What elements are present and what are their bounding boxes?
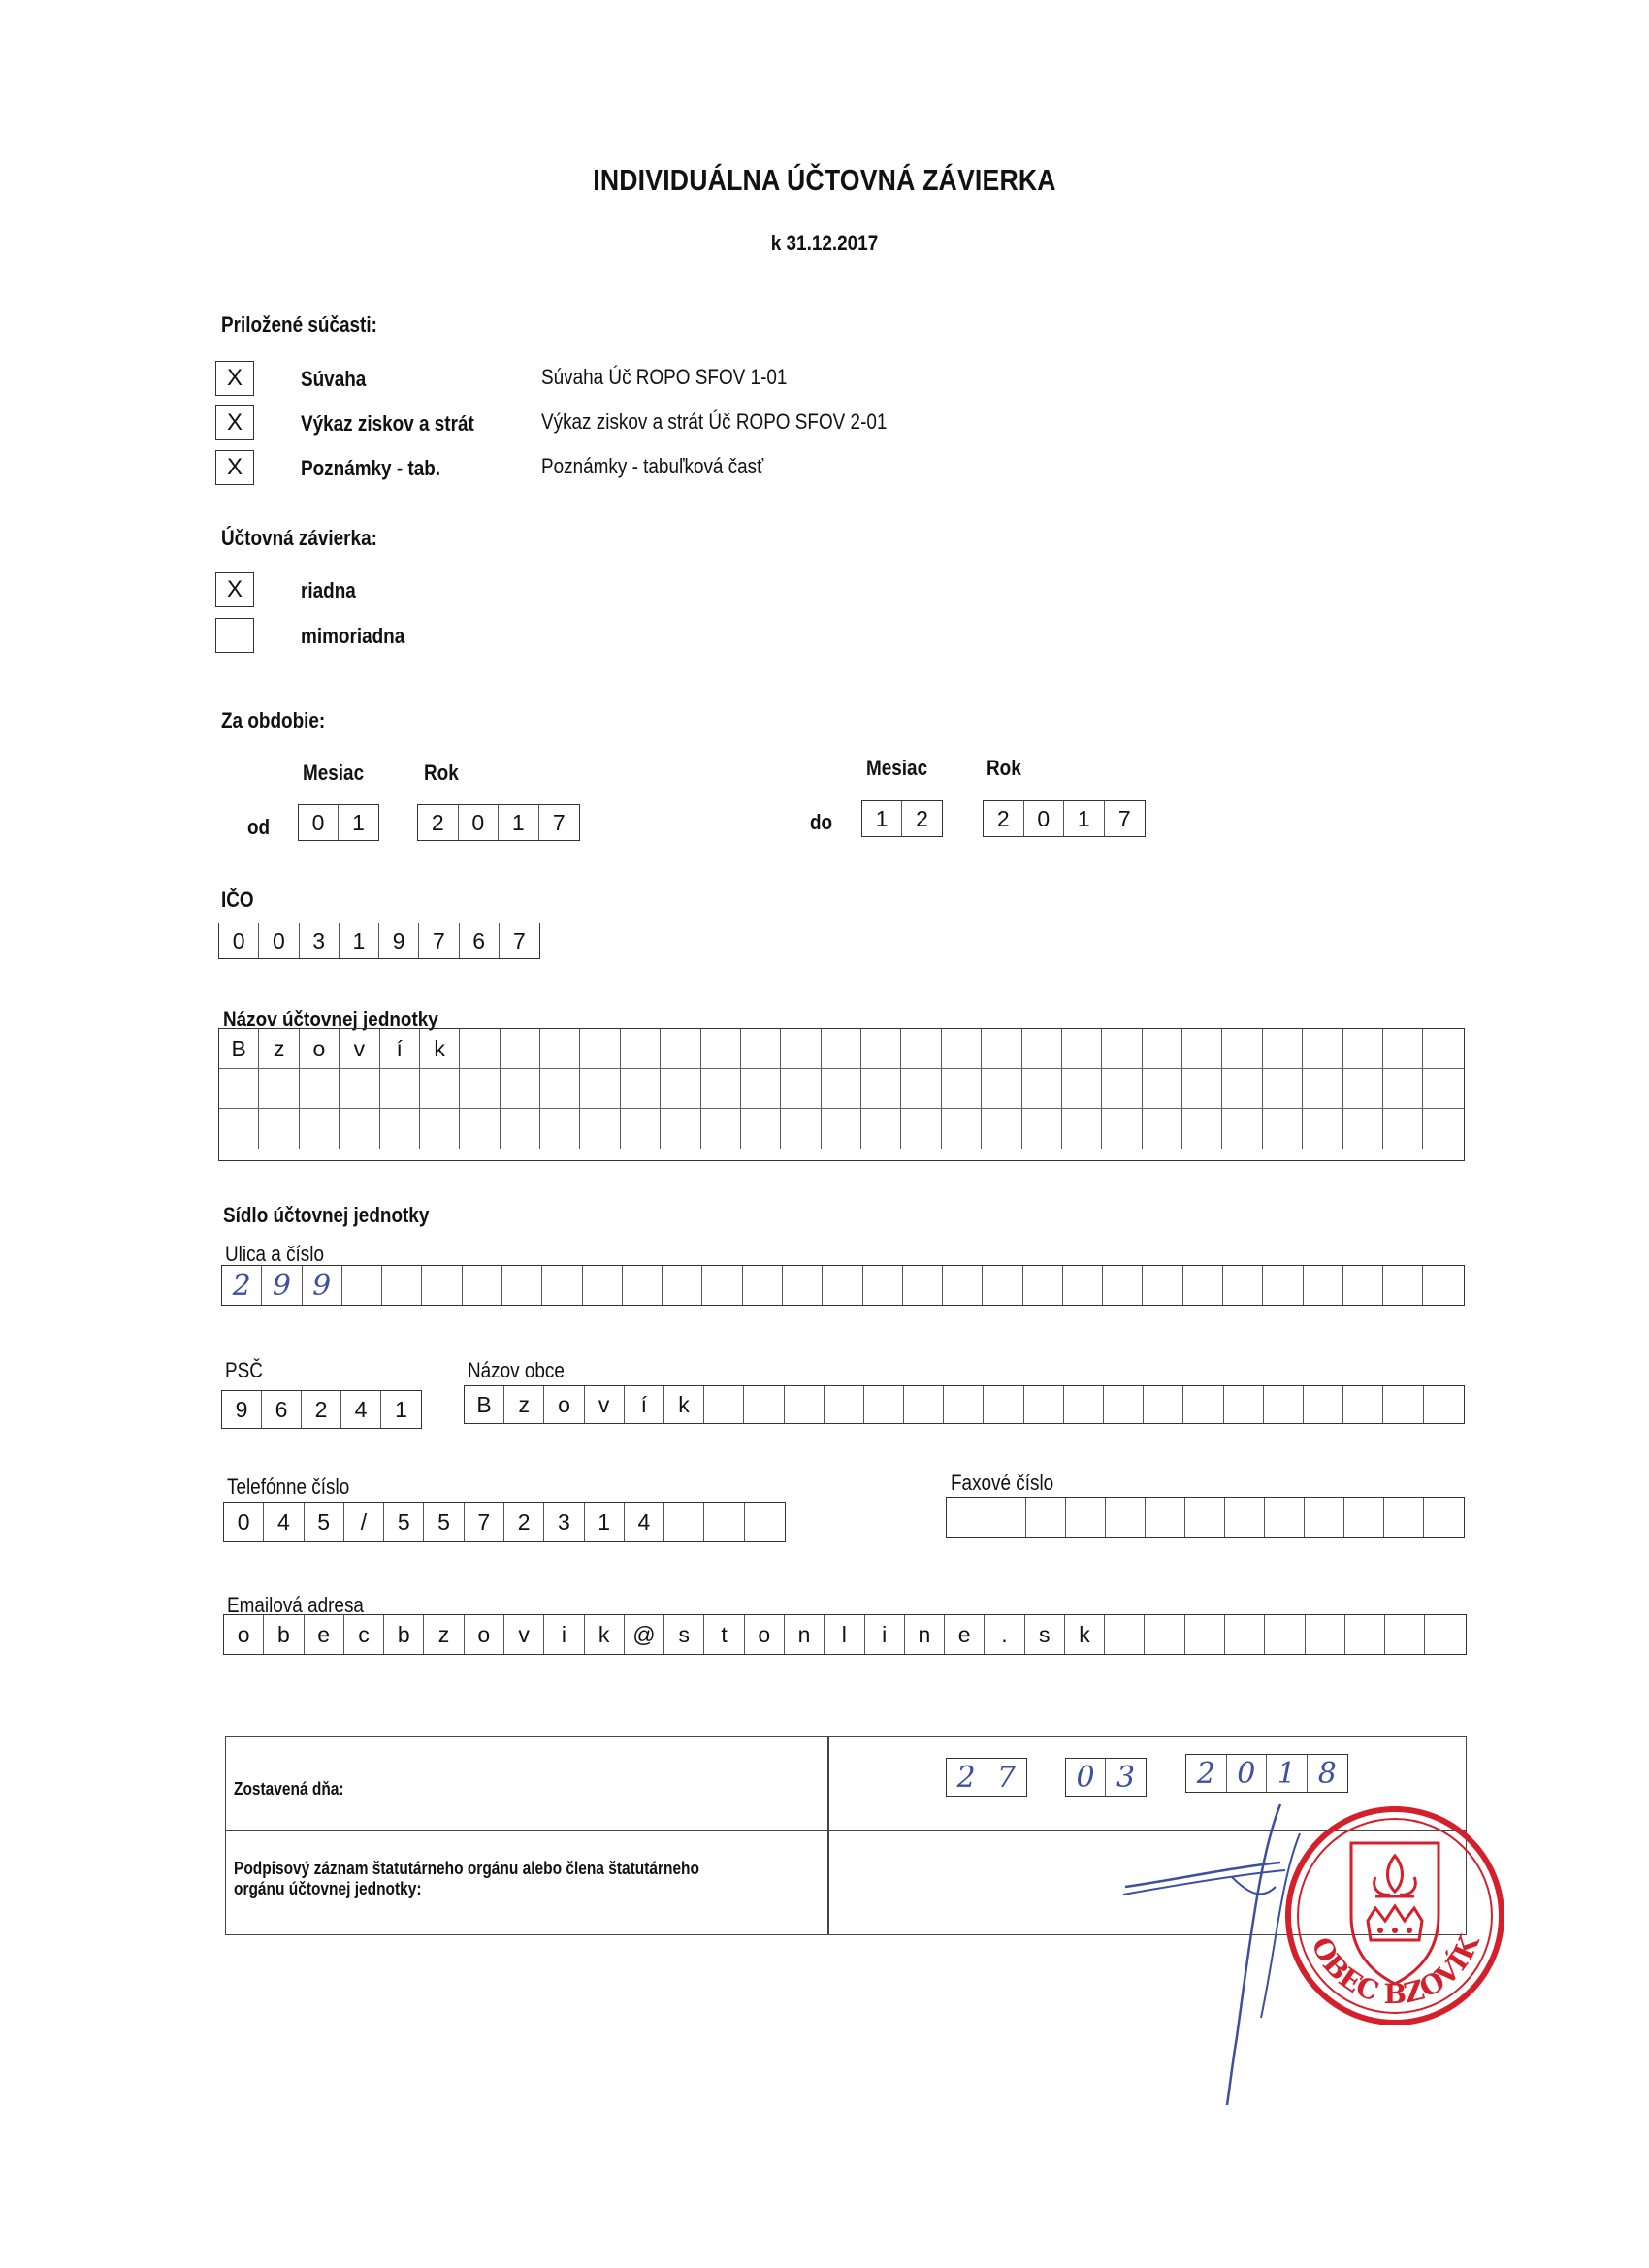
to-month-cell: 2 (916, 805, 928, 831)
entity-name-cell (1062, 1069, 1102, 1108)
seat-heading: Sídlo účtovnej jednotky (223, 1203, 430, 1227)
psc-cell: 4 (341, 1391, 381, 1428)
ico-cell: 0 (259, 923, 299, 958)
fax-cell (1225, 1498, 1265, 1537)
period-heading: Za obdobie: (221, 708, 326, 732)
entity-name-cell (460, 1029, 500, 1068)
entity-name-cell (1222, 1109, 1262, 1149)
town-cell (944, 1386, 984, 1423)
checkbox-label-attachments-2: Poznámky - tab. (301, 456, 441, 480)
phone-cell (664, 1503, 704, 1541)
entity-name-cell (982, 1029, 1021, 1068)
from-label: od (247, 815, 271, 839)
stamp-text: OBEC BZOVÍK (1305, 1929, 1486, 2011)
ico-cell: 3 (300, 923, 340, 958)
attachments-heading: Priložené súčasti: (221, 312, 377, 337)
from-year-cell: 1 (499, 805, 539, 840)
entity-name-cell: z (259, 1029, 299, 1068)
entity-name-cell (460, 1069, 500, 1108)
to-month-cell: 1 (862, 801, 902, 836)
email-cell: b (264, 1615, 304, 1654)
street-cell: 9 (303, 1266, 342, 1305)
town-cell (1304, 1386, 1343, 1423)
entity-name-cell (340, 1109, 379, 1149)
phone-cell: 3 (544, 1503, 584, 1541)
entity-name-cell: B (219, 1029, 259, 1068)
signature-label: Podpisový záznam štatutárneho orgánu alebo člena štatutárneho orgánu účtovnej jednotky: (234, 1859, 699, 1898)
entity-name-cell (1423, 1029, 1463, 1068)
street-field[interactable] (221, 1265, 1465, 1306)
town-cell: í (625, 1386, 664, 1423)
entity-name-cell (741, 1109, 781, 1149)
entity-name-cell (300, 1069, 340, 1108)
town-cell (1183, 1386, 1223, 1423)
checkbox-closing-1[interactable] (215, 618, 254, 653)
email-cell: i (865, 1615, 905, 1654)
email-cell (1105, 1615, 1145, 1654)
entity-name-cell: í (380, 1029, 420, 1068)
ico-cell: 0 (219, 923, 259, 958)
entity-name-cell (1182, 1029, 1222, 1068)
entity-name-cell: o (300, 1029, 340, 1068)
date-day-cell: 7 (996, 1760, 1017, 1795)
street-cell (1263, 1266, 1303, 1305)
entity-name-cell (420, 1069, 460, 1108)
compiled-day-field[interactable] (946, 1758, 1027, 1797)
entity-name-cell (901, 1029, 941, 1068)
entity-name-cell (1303, 1029, 1342, 1068)
to-month-label: Mesiac (866, 756, 928, 780)
town-cell (704, 1386, 744, 1423)
entity-name-cell (661, 1109, 700, 1149)
entity-name-row (219, 1109, 1464, 1149)
email-cell (1185, 1615, 1225, 1654)
street-cell (1103, 1266, 1143, 1305)
entity-name-cell (942, 1069, 982, 1108)
street-cell: 9 (262, 1266, 302, 1305)
checkbox-attachments-0[interactable]: X (215, 361, 254, 396)
street-cell (983, 1266, 1022, 1305)
fax-cell (1384, 1498, 1424, 1537)
town-label: Názov obce (468, 1358, 565, 1382)
entity-name-cell (501, 1069, 540, 1108)
date-year-cell: 0 (1227, 1755, 1268, 1792)
entity-name-cell (661, 1069, 700, 1108)
entity-name-cell (1383, 1069, 1423, 1108)
street-cell (663, 1266, 702, 1305)
psc-cell: 1 (395, 1396, 407, 1422)
entity-name-cell (1022, 1029, 1062, 1068)
compiled-month-field[interactable] (1065, 1758, 1147, 1797)
town-cell (1144, 1386, 1183, 1423)
official-stamp (1278, 1799, 1511, 2032)
street-cell (542, 1266, 582, 1305)
phone-cell: / (344, 1503, 384, 1541)
entity-name-cell (580, 1109, 620, 1149)
entity-name-cell (1102, 1029, 1142, 1068)
email-cell (1145, 1615, 1184, 1654)
fax-cell (1146, 1498, 1185, 1537)
fax-label: Faxové číslo (951, 1471, 1054, 1495)
ico-field[interactable] (218, 923, 540, 959)
street-cell (583, 1266, 623, 1305)
entity-name-cell (460, 1109, 500, 1149)
street-cell (502, 1266, 542, 1305)
entity-name-cell (1022, 1109, 1062, 1149)
street-cell (422, 1266, 462, 1305)
entity-name-cell (340, 1069, 379, 1108)
entity-name-cell (540, 1109, 580, 1149)
ico-cell: 7 (512, 927, 526, 954)
from-month-cell: 1 (352, 809, 365, 835)
entity-name-cell (1182, 1069, 1222, 1108)
entity-name-cell (1303, 1109, 1342, 1149)
to-month-field[interactable] (861, 800, 943, 837)
from-year-cell: 0 (459, 805, 500, 840)
town-cell (1424, 1386, 1464, 1423)
entity-name-field[interactable] (218, 1028, 1465, 1161)
street-cell (1304, 1266, 1343, 1305)
entity-name-cell (1383, 1109, 1423, 1149)
closing-type-heading: Účtovná závierka: (221, 526, 377, 550)
fax-cell (1265, 1498, 1305, 1537)
town-cell (1264, 1386, 1304, 1423)
entity-name-row (219, 1069, 1464, 1109)
email-cell: n (785, 1615, 824, 1654)
entity-name-cell (901, 1069, 941, 1108)
fax-cell (1424, 1498, 1464, 1537)
entity-name-cell (901, 1109, 941, 1149)
fax-field[interactable] (946, 1497, 1465, 1538)
email-cell: @ (625, 1615, 664, 1654)
to-year-label: Rok (986, 756, 1021, 780)
street-cell (1143, 1266, 1182, 1305)
fax-cell (986, 1498, 1026, 1537)
phone-cell: 4 (625, 1503, 664, 1541)
entity-name-cell (219, 1109, 259, 1149)
entity-name-cell (781, 1069, 821, 1108)
town-cell (785, 1386, 824, 1423)
street-cell (1343, 1266, 1383, 1305)
table-divider-vertical (827, 1737, 829, 1934)
psc-field[interactable] (221, 1390, 422, 1429)
entity-name-cell: k (420, 1029, 460, 1068)
document-date: k 31.12.2017 (770, 231, 879, 255)
street-cell (863, 1266, 903, 1305)
street-cell (702, 1266, 742, 1305)
phone-cell: 5 (305, 1503, 344, 1541)
street-cell (382, 1266, 422, 1305)
to-year-cell: 7 (1117, 805, 1131, 831)
email-cell (1425, 1615, 1465, 1654)
phone-label: Telefónne číslo (227, 1474, 350, 1499)
entity-name-cell (1343, 1029, 1383, 1068)
street-cell (1223, 1266, 1263, 1305)
email-cell: i (544, 1615, 584, 1654)
entity-name-cell (1343, 1109, 1383, 1149)
entity-name-cell (1222, 1029, 1262, 1068)
email-cell (1385, 1615, 1425, 1654)
checkbox-label-closing-1: mimoriadna (301, 624, 405, 648)
street-cell (623, 1266, 663, 1305)
street-cell (823, 1266, 862, 1305)
from-year-field[interactable] (417, 804, 580, 841)
email-field[interactable] (223, 1614, 1467, 1655)
entity-name-cell: v (340, 1029, 379, 1068)
entity-name-cell (1303, 1069, 1342, 1108)
compiled-year-field[interactable] (1185, 1754, 1348, 1793)
street-label: Ulica a číslo (225, 1242, 324, 1266)
email-cell (1265, 1615, 1305, 1654)
phone-field[interactable] (223, 1502, 786, 1542)
phone-cell (704, 1503, 744, 1541)
town-cell (1383, 1386, 1423, 1423)
street-cell (1423, 1266, 1463, 1305)
entity-name-cell (300, 1109, 340, 1149)
entity-name-cell (540, 1029, 580, 1068)
entity-name-cell (219, 1069, 259, 1108)
email-cell: s (664, 1615, 704, 1654)
date-month-cell: 3 (1116, 1760, 1136, 1795)
email-cell: e (945, 1615, 985, 1654)
entity-name-cell (621, 1069, 661, 1108)
entity-name-cell (580, 1069, 620, 1108)
email-cell: o (224, 1615, 264, 1654)
town-cell: k (664, 1386, 704, 1423)
entity-name-cell (380, 1109, 420, 1149)
entity-name-cell (1423, 1109, 1463, 1149)
entity-name-cell (259, 1069, 299, 1108)
entity-name-cell (741, 1069, 781, 1108)
attachment-desc-2: Poznámky - tabuľková časť (541, 454, 764, 478)
entity-name-cell (1343, 1069, 1383, 1108)
to-year-cell: 0 (1024, 801, 1065, 836)
compiled-label: Zostavená dňa: (234, 1779, 344, 1798)
entity-name-cell (380, 1069, 420, 1108)
checkbox-attachments-1[interactable]: X (215, 405, 254, 440)
entity-name-cell (501, 1029, 540, 1068)
street-cell (1383, 1266, 1423, 1305)
town-cell: B (465, 1386, 504, 1423)
ico-cell: 7 (419, 923, 459, 958)
ico-cell: 6 (460, 923, 500, 958)
entity-name-cell (1062, 1029, 1102, 1068)
entity-name-cell (540, 1069, 580, 1108)
entity-name-cell (982, 1109, 1021, 1149)
entity-name-cell (259, 1109, 299, 1149)
fax-cell (947, 1498, 986, 1537)
email-cell: z (424, 1615, 464, 1654)
entity-name-cell (701, 1029, 741, 1068)
entity-name-cell (420, 1109, 460, 1149)
street-cell (1023, 1266, 1063, 1305)
phone-cell: 5 (384, 1503, 424, 1541)
from-year-label: Rok (424, 761, 459, 785)
street-cell (743, 1266, 783, 1305)
entity-name-cell (501, 1109, 540, 1149)
email-label: Emailová adresa (227, 1593, 364, 1617)
entity-name-cell (1263, 1069, 1303, 1108)
town-cell (1343, 1386, 1383, 1423)
entity-name-cell (1102, 1069, 1142, 1108)
entity-name-cell (942, 1029, 982, 1068)
fax-cell (1026, 1498, 1066, 1537)
psc-label: PSČ (225, 1358, 263, 1382)
town-cell (1024, 1386, 1064, 1423)
entity-name-cell (1143, 1109, 1182, 1149)
ico-cell: 9 (379, 923, 419, 958)
email-cell: c (344, 1615, 384, 1654)
entity-name-cell (701, 1109, 741, 1149)
entity-name-cell (1143, 1069, 1182, 1108)
to-year-cell: 1 (1064, 801, 1105, 836)
entity-name-cell (701, 1069, 741, 1108)
ico-cell: 1 (340, 923, 379, 958)
entity-name-cell (822, 1109, 861, 1149)
email-cell: o (745, 1615, 785, 1654)
psc-cell: 6 (262, 1391, 302, 1428)
date-year-cell: 1 (1267, 1755, 1308, 1792)
street-cell (1183, 1266, 1223, 1305)
email-cell: s (1025, 1615, 1065, 1654)
entity-name-cell (822, 1069, 861, 1108)
email-cell: v (504, 1615, 544, 1654)
date-day-cell: 2 (947, 1759, 986, 1796)
entity-name-cell (661, 1029, 700, 1068)
entity-name-cell (1102, 1109, 1142, 1149)
town-cell (744, 1386, 784, 1423)
town-cell (864, 1386, 904, 1423)
email-cell (1306, 1615, 1345, 1654)
to-year-field[interactable] (983, 800, 1146, 837)
email-cell: k (1065, 1615, 1105, 1654)
entity-name-cell (861, 1029, 901, 1068)
from-month-label: Mesiac (303, 761, 365, 785)
email-cell: o (465, 1615, 504, 1654)
street-cell (342, 1266, 382, 1305)
checkbox-label-closing-0: riadna (301, 578, 356, 602)
email-cell: . (985, 1615, 1024, 1654)
entity-name-cell (1263, 1029, 1303, 1068)
email-cell: k (585, 1615, 625, 1654)
entity-name-cell (1383, 1029, 1423, 1068)
email-cell: t (704, 1615, 744, 1654)
attachment-desc-0: Súvaha Úč ROPO SFOV 1-01 (541, 365, 788, 389)
street-cell: 2 (222, 1266, 262, 1305)
entity-name-cell (861, 1069, 901, 1108)
entity-name-cell (1423, 1069, 1463, 1108)
from-month-cell: 0 (299, 805, 339, 840)
entity-name-cell (1143, 1029, 1182, 1068)
fax-cell (1066, 1498, 1106, 1537)
email-cell: l (824, 1615, 864, 1654)
psc-cell: 9 (222, 1391, 262, 1428)
entity-name-cell (1022, 1069, 1062, 1108)
phone-cell: 5 (424, 1503, 464, 1541)
to-label: do (810, 810, 833, 834)
date-year-cell: 8 (1317, 1756, 1337, 1791)
date-month-cell: 0 (1066, 1759, 1106, 1796)
email-cell: b (384, 1615, 424, 1654)
entity-name-row (219, 1029, 1464, 1069)
entity-name-cell (942, 1109, 982, 1149)
psc-cell: 2 (302, 1391, 341, 1428)
town-cell (824, 1386, 864, 1423)
entity-name-cell (861, 1109, 901, 1149)
town-cell (984, 1386, 1023, 1423)
street-cell (783, 1266, 823, 1305)
entity-name-cell (1182, 1109, 1222, 1149)
attachment-desc-1: Výkaz ziskov a strát Úč ROPO SFOV 2-01 (541, 409, 888, 434)
street-cell (463, 1266, 502, 1305)
phone-cell: 2 (504, 1503, 544, 1541)
street-cell (903, 1266, 943, 1305)
town-cell: o (544, 1386, 584, 1423)
document-title: INDIVIDUÁLNA ÚČTOVNÁ ZÁVIERKA (593, 163, 1056, 197)
ico-label: IČO (221, 888, 254, 912)
date-year-cell: 2 (1186, 1755, 1227, 1792)
phone-cell: 7 (465, 1503, 504, 1541)
town-cell (1104, 1386, 1144, 1423)
from-month-field[interactable] (298, 804, 379, 841)
email-cell: e (305, 1615, 344, 1654)
entity-name-cell (741, 1029, 781, 1068)
entity-name-cell (982, 1069, 1021, 1108)
town-cell (1224, 1386, 1264, 1423)
email-cell (1345, 1615, 1385, 1654)
fax-cell (1106, 1498, 1146, 1537)
checkbox-label-attachments-1: Výkaz ziskov a strát (301, 411, 474, 436)
to-year-cell: 2 (984, 801, 1024, 836)
fax-cell (1185, 1498, 1225, 1537)
phone-cell (745, 1503, 785, 1541)
checkbox-closing-0[interactable]: X (215, 572, 254, 607)
street-cell (1063, 1266, 1103, 1305)
town-cell (904, 1386, 944, 1423)
from-year-cell: 2 (418, 805, 459, 840)
town-field[interactable] (464, 1385, 1465, 1424)
fax-cell (1344, 1498, 1384, 1537)
phone-cell: 1 (585, 1503, 625, 1541)
entity-name-cell (781, 1109, 821, 1149)
entity-name-cell (781, 1029, 821, 1068)
entity-name-cell (621, 1029, 661, 1068)
entity-name-cell (580, 1029, 620, 1068)
checkbox-attachments-2[interactable]: X (215, 450, 254, 485)
town-cell: v (585, 1386, 625, 1423)
fax-cell (1305, 1498, 1344, 1537)
entity-name-label: Názov účtovnej jednotky (223, 1007, 438, 1031)
phone-cell: 0 (224, 1503, 264, 1541)
entity-name-cell (1222, 1069, 1262, 1108)
entity-name-cell (1263, 1109, 1303, 1149)
email-cell: n (905, 1615, 945, 1654)
entity-name-cell (822, 1029, 861, 1068)
entity-name-cell (1062, 1109, 1102, 1149)
from-year-cell: 7 (552, 809, 566, 835)
checkbox-label-attachments-0: Súvaha (301, 367, 367, 391)
email-cell (1225, 1615, 1265, 1654)
phone-cell: 4 (264, 1503, 304, 1541)
street-cell (943, 1266, 983, 1305)
town-cell (1064, 1386, 1104, 1423)
entity-name-cell (621, 1109, 661, 1149)
town-cell: z (504, 1386, 544, 1423)
